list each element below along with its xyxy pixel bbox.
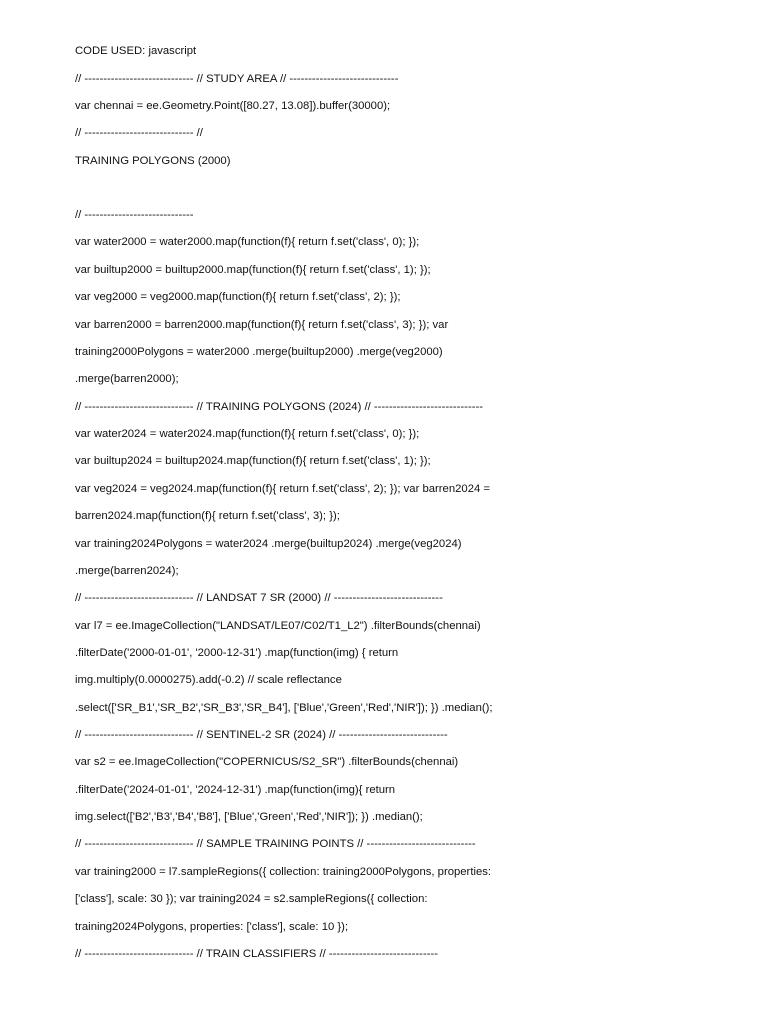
document-line: var l7 = ee.ImageCollection("LANDSAT/LE07/C02/T1_L2") .filterBounds(chennai) (75, 620, 481, 632)
document-line: img.multiply(0.0000275).add(-0.2) // scale reflectance (75, 674, 342, 686)
document-line: .merge(barren2000); (75, 373, 179, 385)
document-line: var builtup2024 = builtup2024.map(function(f){ return f.set('class', 1); }); (75, 455, 431, 467)
document-line: var water2000 = water2000.map(function(f){ return f.set('class', 0); }); (75, 236, 420, 248)
document-line: .filterDate('2024-01-01', '2024-12-31') .map(function(img){ return (75, 784, 396, 796)
document-line: // ----------------------------- (75, 209, 194, 221)
document-line: // ----------------------------- // SAMPLE TRAINING POINTS // ----------------------------- (75, 838, 476, 850)
document-line: // ----------------------------- // TRAINING POLYGONS (2024) // ----------------------------- (75, 401, 483, 413)
document-line: // ----------------------------- // LANDSAT 7 SR (2000) // ----------------------------- (75, 592, 443, 604)
document-line: // ----------------------------- // TRAIN CLASSIFIERS // ----------------------------- (75, 948, 438, 960)
document-line: var veg2024 = veg2024.map(function(f){ return f.set('class', 2); }); var barren2024 = (75, 483, 490, 495)
document-line: var veg2000 = veg2000.map(function(f){ return f.set('class', 2); }); (75, 291, 401, 303)
document-line: CODE USED: javascript (75, 45, 197, 57)
document-line: TRAINING POLYGONS (2000) (75, 155, 231, 167)
document-line: .select(['SR_B1','SR_B2','SR_B3','SR_B4'], ['Blue','Green','Red','NIR']); }) .median(); (75, 702, 493, 714)
document-line: var builtup2000 = builtup2000.map(function(f){ return f.set('class', 1); }); (75, 264, 431, 276)
document-line: var barren2000 = barren2000.map(function(f){ return f.set('class', 3); }); var (75, 319, 449, 331)
document-line: training2024Polygons, properties: ['class'], scale: 10 }); (75, 921, 349, 933)
document-line: var water2024 = water2024.map(function(f){ return f.set('class', 0); }); (75, 428, 420, 440)
document-line: .merge(barren2024); (75, 565, 179, 577)
document-line: var chennai = ee.Geometry.Point([80.27, 13.08]).buffer(30000); (75, 100, 391, 112)
document-line: img.select(['B2','B3','B4','B8'], ['Blue','Green','Red','NIR']); }) .median(); (75, 811, 423, 823)
document-line: // ----------------------------- // (75, 127, 203, 139)
document-line: // ----------------------------- // STUDY AREA // ----------------------------- (75, 73, 399, 85)
document-line: ['class'], scale: 30 }); var training2024 = s2.sampleRegions({ collection: (75, 893, 428, 905)
document-line: var training2000 = l7.sampleRegions({ collection: training2000Polygons, properties: (75, 866, 492, 878)
document-line: barren2024.map(function(f){ return f.set('class', 3); }); (75, 510, 340, 522)
document-line: var s2 = ee.ImageCollection("COPERNICUS/S2_SR") .filterBounds(chennai) (75, 756, 459, 768)
document-line: // ----------------------------- // SENTINEL-2 SR (2024) // ----------------------------- (75, 729, 448, 741)
document-line: .filterDate('2000-01-01', '2000-12-31') .map(function(img) { return (75, 647, 399, 659)
document-line: training2000Polygons = water2000 .merge(builtup2000) .merge(veg2000) (75, 346, 443, 358)
document-line: var training2024Polygons = water2024 .merge(builtup2024) .merge(veg2024) (75, 538, 462, 550)
